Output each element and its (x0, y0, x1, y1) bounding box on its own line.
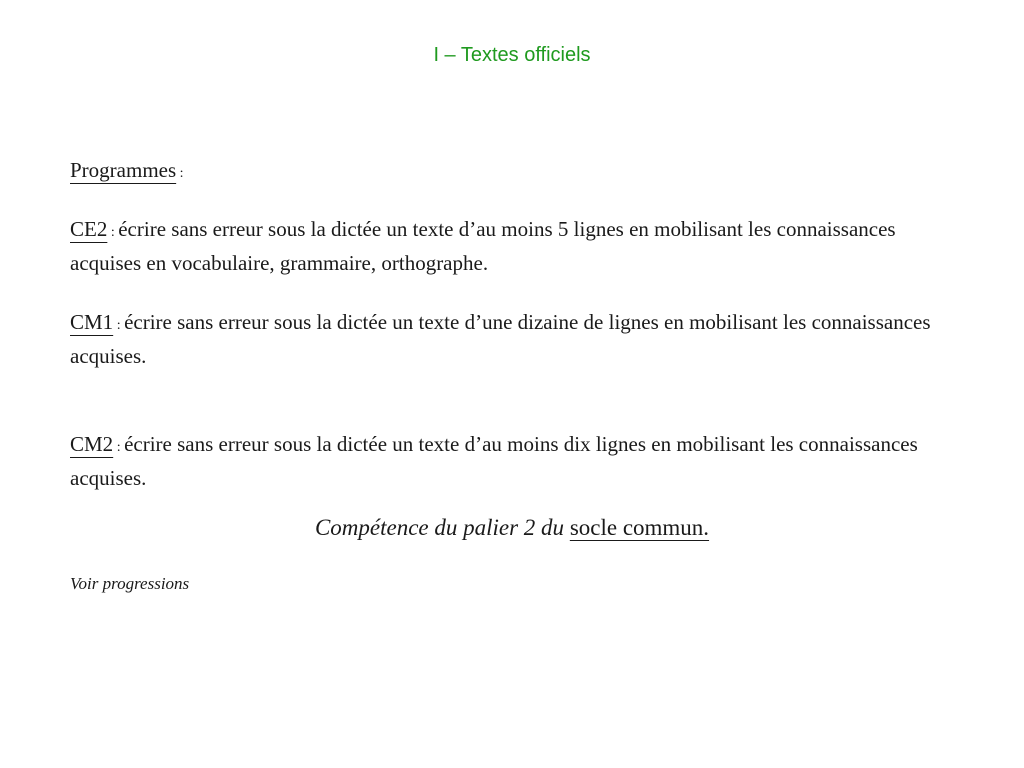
paragraph-text-cm1: écrire sans erreur sous la dictée un texte d’une dizaine de lignes en mobilisant les connaissances acquises. (70, 310, 931, 368)
section-heading (70, 155, 960, 189)
level-separator: : (113, 318, 125, 333)
level-separator: : (113, 440, 125, 455)
competence-emphasis: socle commun. (569, 515, 710, 540)
paragraph-text-cm2: écrire sans erreur sous la dictée un texte d’au moins dix lignes en mobilisant les connaissances acquises. (70, 432, 918, 490)
paragraph-ce2 (70, 214, 960, 278)
paragraph-cm1 (70, 307, 960, 371)
level-label-cm2: CM2 (70, 432, 114, 456)
section-heading-colon: : (176, 166, 184, 181)
slide-title: I – Textes officiels (433, 44, 591, 66)
competence-prefix: Compétence du palier 2 du (314, 515, 570, 540)
level-label-cm1: CM1 (70, 310, 114, 334)
competence-line (0, 515, 1024, 541)
section-heading-label: Programmes (70, 158, 177, 182)
level-separator: : (107, 225, 119, 240)
level-label-ce2: CE2 (70, 217, 108, 241)
paragraph-text-ce2: écrire sans erreur sous la dictée un texte d’au moins 5 lignes en mobilisant les connaissances acquises en vocabulaire, grammaire, orthographe. (70, 217, 896, 275)
paragraph-cm2 (70, 429, 960, 493)
voir-progressions-link[interactable]: Voir progressions (70, 574, 190, 593)
